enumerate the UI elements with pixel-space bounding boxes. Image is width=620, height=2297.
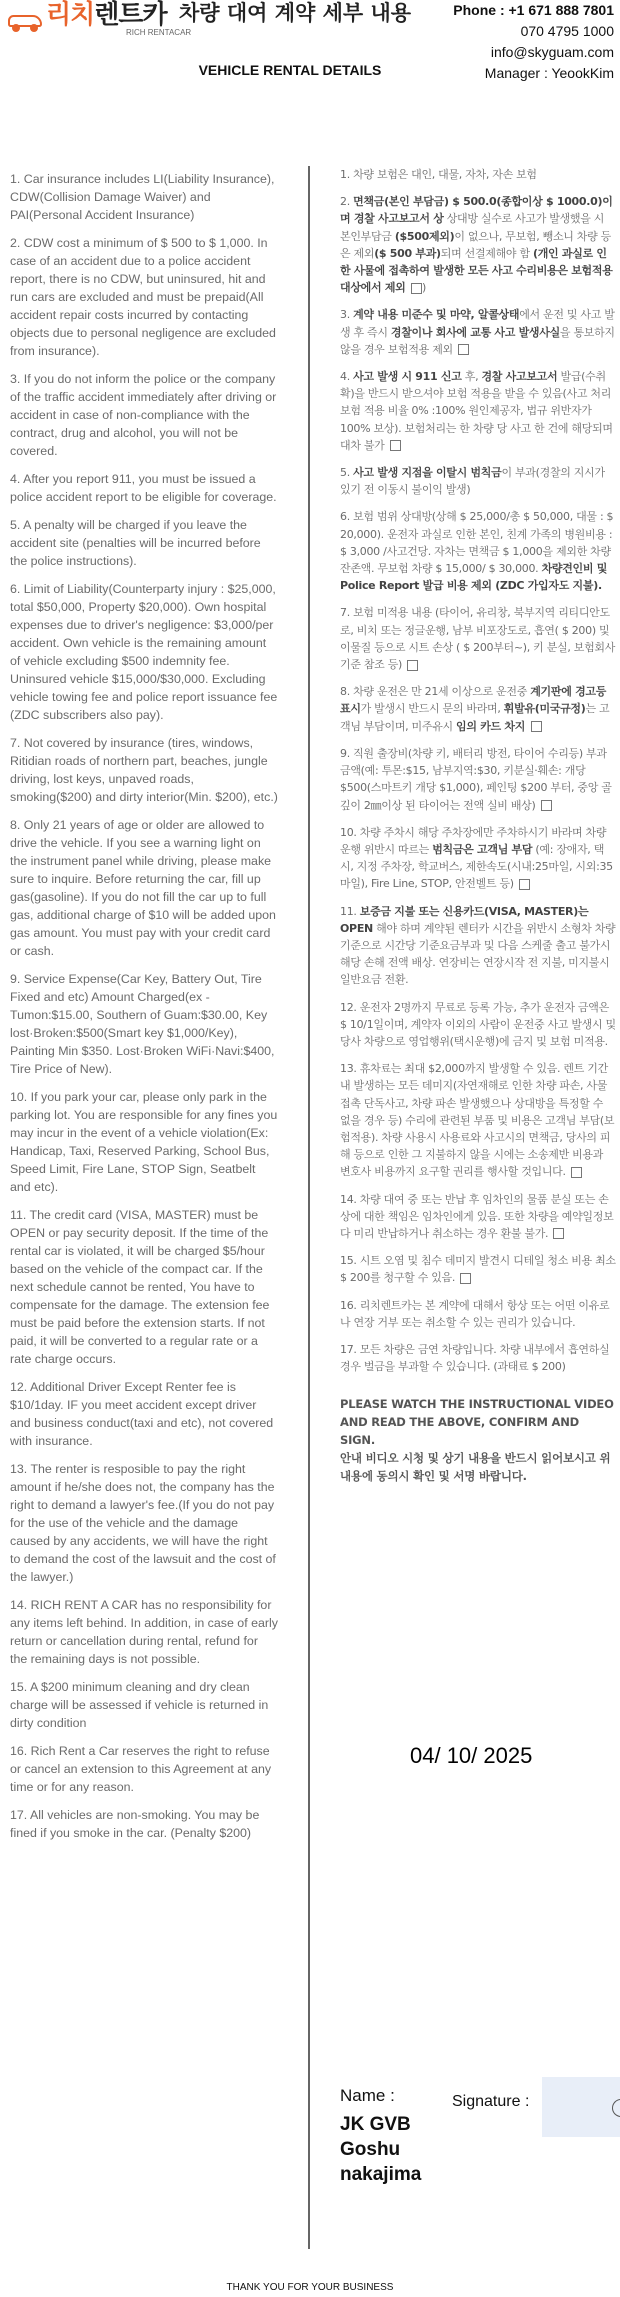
sign-instructions-kr: 안내 비디오 시청 및 상기 내용을 반드시 읽어보시고 위 내용에 동의시 확인 및 서명 바랍니다.	[340, 1451, 611, 1484]
term-kr-10: 10. 차량 주차시 해당 주차장에만 주차하시기 바라며 차량 운행 위반시 따르는 범칙금은 고객님 부담 (예: 장애자, 택시, 지정 주차장, 학교버스, 제한속도(시내:25마일, 시외:35마일), Fire Line, STOP, 안전벨트 등)	[340, 825, 613, 891]
company-logo	[8, 2, 191, 37]
page-title-korean: 차량 대여 계약 세부 내용	[178, 1, 412, 25]
sign-instructions-en: PLEASE WATCH THE INSTRUCTIONAL VIDEO AND READ THE ABOVE, CONFIRM AND SIGN.	[340, 1397, 614, 1448]
term-en-10: 10. If you park your car, please only park in the parking lot. You are responsible for any fines you may incur in the event of a vehicle violation(Ex: Handicap, Taxi, Reserved Parking, School Bus, Speed Limit, Fire Lane, STOP Sign, Seatbelt and etc).	[10, 1090, 278, 1194]
renter-name: JK GVB Goshu nakajima	[340, 2114, 422, 2185]
checkbox[interactable]	[541, 800, 552, 811]
term-kr-6: 6. 보험 범위 상대방(상해 $ 25,000/총 $ 50,000, 대물 : $ 20,000). 운전자 과실로 인한 본인, 친계 가족의 병원비용 : $ 3,000 /사고건당. 자차는 면책금 $ 1,000을 제외한 차량 잔존액. 무보험 차량 $ 15,000/ $ 30,000. 차량견인비 및 Police Report 발급 비용 제외 (ZDC 가입자도 지불).	[340, 510, 614, 593]
footer-thanks: THANK YOU FOR YOUR BUSINESS	[226, 2282, 394, 2293]
term-kr-17: 17. 모든 차량은 금연 차량입니다. 차량 내부에서 흡연하실 경우 벌금을 부과할 수 있습니다. (과태료 $ 200)	[340, 1342, 610, 1374]
contract-date: 04/ 10/ 2025	[410, 1743, 533, 1768]
term-en-7: 7. Not covered by insurance (tires, windows, Ritidian roads of northern part, beaches, jungle driving, lost keys, unpaved roads, smoking($200) and dirty interior(Min. $200), etc.)	[10, 736, 278, 804]
checkbox[interactable]	[411, 283, 422, 294]
term-kr-8: 8. 차량 운전은 만 21세 이상으로 운전중 계기판에 경고등표시가 발생시 반드시 문의 바라며, 휘발유(미국규정)는 고객님 부담이며, 미주유시 임의 카드 차지	[340, 685, 610, 733]
term-kr-13: 13. 휴차료는 최대 $2,000까지 발생할 수 있음. 렌트 기간 내 발생하는 모든 데미지(자연재해로 인한 차량 파손, 사물 접촉 단독사고, 차량 파손 발생했으나 상대방을 특정할 수 없을 경우 등) 수리에 관련된 부품 및 비용은 고객님 부담(보험적용). 차량 사용시 사용료와 사고시의 면책금, 당사의 피해 등으로 인한 그 지불하지 않을 시에는 소송제반 비용과 변호사 비용까지 요구할 권리를 행사할 것입니다.	[340, 1062, 615, 1179]
term-en-16: 16. Rich Rent a Car reserves the right to refuse or cancel an extension to this Agreement at any time or for any reason.	[10, 1744, 272, 1794]
signature-field[interactable]	[542, 2077, 620, 2137]
signature-stroke	[612, 2099, 620, 2117]
term-kr-1: 1. 차량 보험은 대인, 대물, 자차, 자손 보험	[340, 168, 537, 181]
logo-subtitle: RICH RENTACAR	[126, 28, 192, 37]
term-kr-5: 5. 사고 발생 지점을 이탈시 범칙금이 부과(경찰의 지시가 있기 전 이동시 불이익 발생)	[340, 466, 605, 497]
term-en-6: 6. Limit of Liability(Counterparty injury : $25,000, total $50,000, Property $20,000). Own hospital expenses due to driver's negligence: $3,000/per accident. Own vehicle is the remaining amount of vehicle excluding $500 indemnity fee. Uninsured vehicle $15,000/$30,000. Excluding vehicle towing fee and police report issuance fee (ZDC subscribers also pay).	[10, 582, 278, 722]
car-icon	[8, 9, 42, 31]
terms-english	[10, 170, 278, 1852]
checkbox[interactable]	[571, 1167, 582, 1178]
term-en-13: 13. The renter is resposible to pay the right amount if he/she does not, the company has the right to demand a lawyer's fee.(If you do not pay for the use of the vehicle and the damage caused by any accidents, we will have the right to demand the cost of the lawsuit and the cost of the lawyer.)	[10, 1462, 276, 1584]
manager-name: Manager : YeookKim	[484, 65, 614, 81]
term-kr-14: 14. 차량 대여 중 또는 반납 후 임차인의 물품 분실 또는 손상에 대한 책임은 임차인에게 있음. 또한 차량을 예약일정보다 미리 반납하거나 취소하는 경우 환불 불가.	[340, 1192, 614, 1240]
term-en-2: 2. CDW cost a minimum of $ 500 to $ 1,000. In case of an accident due to a police accident report, there is no CDW, but uninsured, hit and run cars are excluded and must be prepaid(All accident repair costs incurred by contacting objects due to personal negligence are excluded from insurance).	[10, 236, 276, 358]
page-title-english: VEHICLE RENTAL DETAILS	[198, 62, 382, 78]
term-kr-3: 3. 계약 내용 미준수 및 마약, 알콜상태에서 운전 및 사고 발생 후 즉시 경찰이나 회사에 교통 사고 발생사실을 통보하지 않을 경우 보험적용 제외	[340, 308, 615, 356]
terms-korean	[340, 166, 616, 1485]
column-divider	[308, 166, 310, 2249]
term-kr-15: 15. 시트 오염 및 침수 데미지 발견시 디테일 청소 비용 최소 $ 200를 청구할 수 있음.	[340, 1254, 616, 1285]
checkbox[interactable]	[531, 721, 542, 732]
term-en-9: 9. Service Expense(Car Key, Battery Out, Tire Fixed and etc) Amount Charged(ex - Tumon:$15.00, Southern of Guam:$30.00, Key lost·Broken:$500(Smart key $1,000/Key), Painting Min $350. Lost·Broken WiFi·Navi:$400, Tire Price of New).	[10, 972, 275, 1076]
contact-block	[453, 0, 614, 84]
checkbox[interactable]	[407, 660, 418, 671]
phone-number: Phone : +1 671 888 7801	[453, 2, 614, 18]
checkbox[interactable]	[460, 1273, 471, 1284]
term-kr-16: 16. 리치렌트카는 본 계약에 대해서 항상 또는 어떤 이유로나 연장 거부 또는 취소할 수 있는 권리가 있습니다.	[340, 1298, 610, 1329]
signature-label: Signature :	[452, 2093, 530, 2110]
term-kr-7: 7. 보험 미적용 내용 (타이어, 유리창, 북부지역 리티디안도로, 비치 또는 정글운행, 남부 비포장도로, 흡연( $ 200) 및 이물질 등으로 시트 손상 ( $ 200부터~), 키 분실, 보험회사 기준 참조 등)	[340, 606, 616, 672]
sign-instructions	[340, 1395, 616, 1485]
term-kr-2: 2. 면책금(본인 부담금) $ 500.0(종합이상 $ 1000.0)이며 경찰 사고보고서 상 상대방 실수로 사고가 발생했을 시 본인부담금 ($500제외)이 없으나, 무보험, 뺑소니 차량 등은 제외($ 500 부과)되며 선결제해야 함 (개인 과실로 인한 사물에 접촉하여 발생한 모든 사고 수리비용은 보험적용 대상에서 제외 )	[340, 195, 613, 295]
term-en-17: 17. All vehicles are non-smoking. You may be fined if you smoke in the car. (Penalty $200)	[10, 1808, 260, 1840]
term-en-5: 5. A penalty will be charged if you leave the accident site (penalties will be incurred before the police instructions).	[10, 518, 261, 568]
term-kr-12: 12. 운전자 2명까지 무료로 등록 가능, 추가 운전자 금액은 $ 10/1일이며, 계약자 이외의 사람이 운전중 사고 발생시 및 당사 차량으로 영업행위(택시운행)에 금지 및 보험 미적용.	[340, 1000, 616, 1048]
checkbox[interactable]	[519, 879, 530, 890]
term-kr-11: 11. 보증금 지불 또는 신용카드(VISA, MASTER)는OPEN 해야 하며 계약된 렌터카 시간을 위반시 소형차 차량 기준으로 시간당 기준요금부과 및 다음 스케줄 출고 불가시 해당 손해 전액 배상. 연장비는 연장시작 전 지불, 미지불시 일반요금 전환.	[340, 904, 616, 987]
phone-number-2: 070 4795 1000	[520, 23, 614, 39]
name-label: Name :	[340, 2086, 395, 2105]
term-kr-9: 9. 직원 출장비(차량 키, 배터리 방전, 타이어 수리등) 부과금액(예: 투몬:$15, 남부지역:$30, 키분실·훼손: 개당 $500(스마트키 개당 $1,000), 페인팅 $200 부터, 중앙 골 깊이 2㎜이상 된 타이어는 전액 실비 배상)	[340, 746, 612, 812]
checkbox[interactable]	[390, 440, 401, 451]
term-en-12: 12. Additional Driver Except Renter fee is $10/1day. IF you meet accident except driver and business conduct(taxi and etc), not covered with insurance.	[10, 1380, 274, 1448]
term-en-8: 8. Only 21 years of age or older are allowed to drive the vehicle. If you see a warning light on the instrument panel while driving, please make sure to inquire. Before returning the car, fill up gas(gasoline). If you do not fill the car up to full gas, additional charge of $10 will be added upon gas amount. You must pay with your credit card or cash.	[10, 818, 276, 958]
term-en-11: 11. The credit card (VISA, MASTER) must be OPEN or pay security deposit. If the time of the rental car is violated, it will be charged $5/hour based on the vehicle of the compact car. If the next schedule cannot be rented, You have to compensate for the damage. The extension fee must be paid before the extension starts. If not paid, it will be converted to a regular rate or a rate charge occurs.	[10, 1208, 270, 1366]
term-en-4: 4. After you report 911, you must be issued a police accident report to be eligible for coverage.	[10, 472, 277, 504]
term-en-14: 14. RICH RENT A CAR has no responsibility for any items left behind. In addition, in case of early return or cancellation during rental, refund for the remaining days is not possible.	[10, 1598, 278, 1666]
term-en-15: 15. A $200 minimum cleaning and dry clean charge will be assessed if vehicle is returned in dirty condition	[10, 1680, 269, 1730]
logo-wordmark: 리치렌트카	[46, 0, 167, 30]
email-address: info@skyguam.com	[490, 44, 614, 60]
term-en-1: 1. Car insurance includes LI(Liability Insurance), CDW(Collision Damage Waiver) and PAI(Personal Accident Insurance)	[10, 172, 275, 222]
term-kr-4: 4. 사고 발생 시 911 신고 후, 경찰 사고보고서 발급(수취확)을 반드시 받으셔야 보험 적용을 받을 수 있음(사고 처리 보험 적용 비율 0% :100% 원인제공자, 법규 위반자가 100% 보상). 보험처리는 한 차량 당 사고 한 건에 해당되며 대차 불가	[340, 370, 613, 452]
checkbox[interactable]	[458, 344, 469, 355]
term-en-3: 3. If you do not inform the police or the company of the traffic accident immediately after driving or accident in case of non-compliance with the contract, drug and alcohol, you will not be covered.	[10, 372, 277, 458]
checkbox[interactable]	[553, 1228, 564, 1239]
